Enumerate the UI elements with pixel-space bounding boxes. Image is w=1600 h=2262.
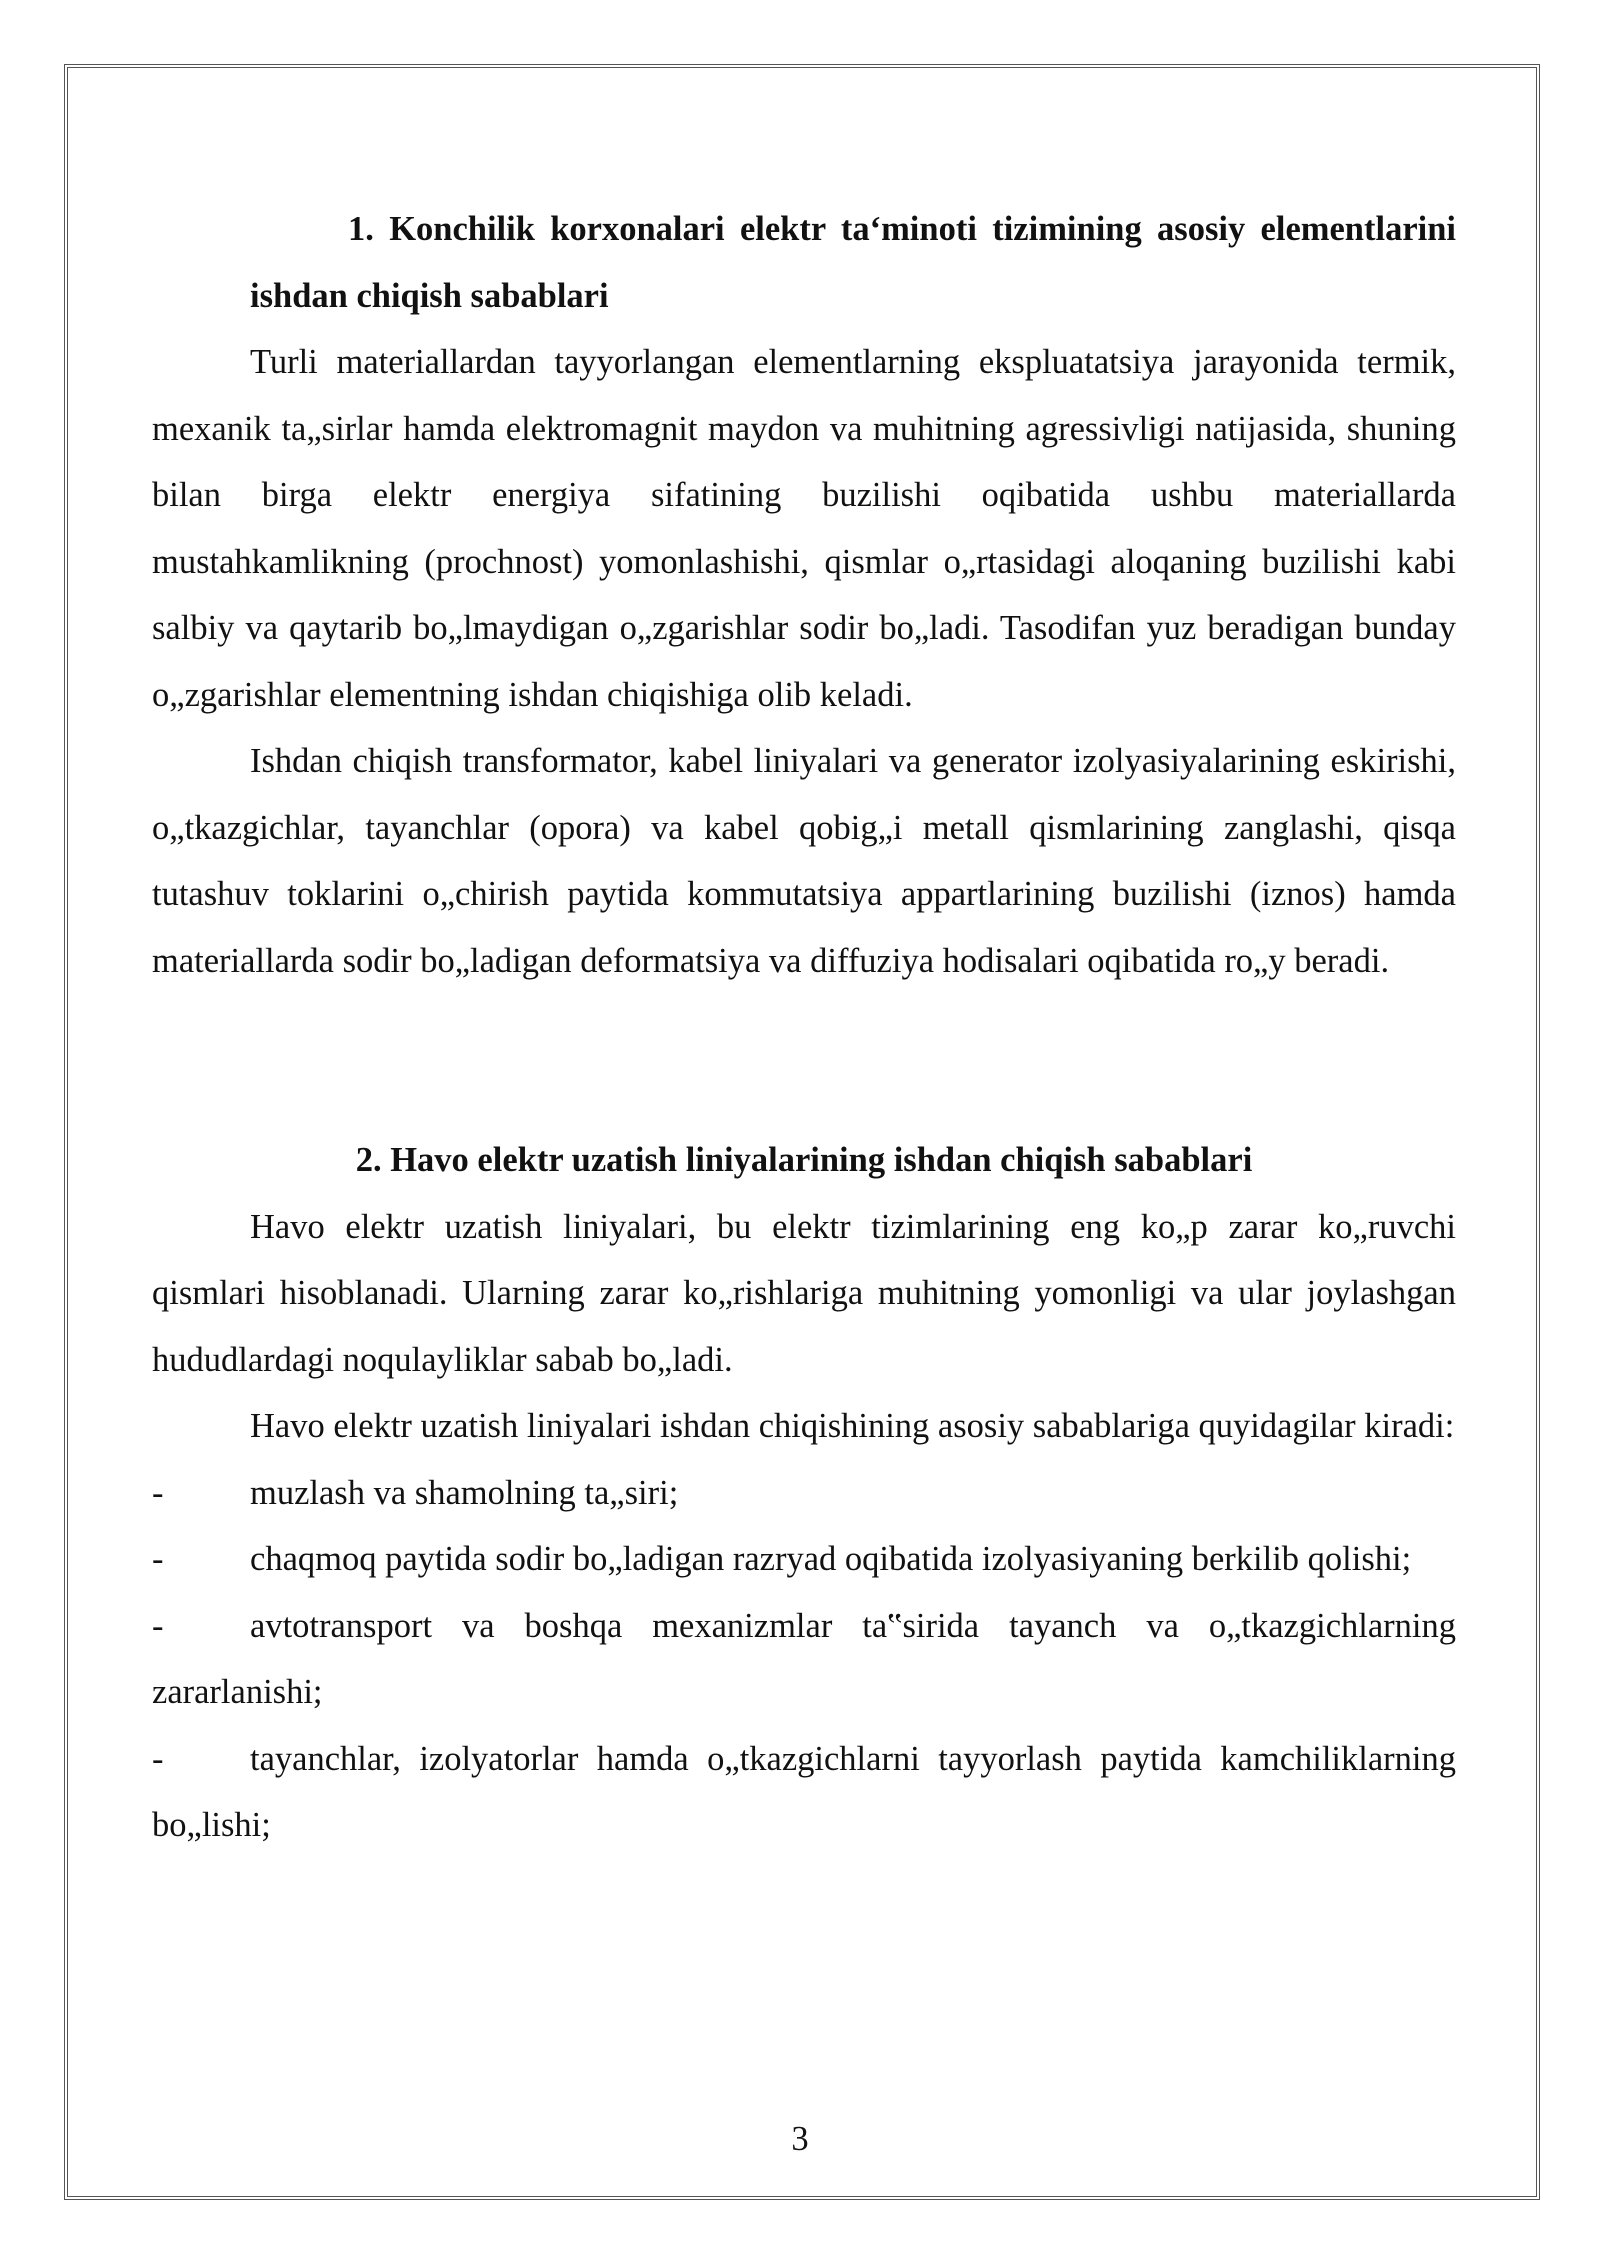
list-item [152,1460,1456,1527]
section-1-heading: 1. Konchilik korxonalari elektr ta‘minoti tizimining asosiy elementlarini ishdan chiqish sabablari [250,210,1456,315]
section-1-paragraph-2: Ishdan chiqish transformator, kabel liniyalari va generator izolyasiyalarining eskirishi, o„tkazgichlar, tayanchlar (opora) va kabel qobig„i metall qismlarining zanglashi, qisqa tutashuv toklarini o„chirish paytida kommutatsiya appartlarining buzilishi (iznos) hamda materiallarda sodir bo„ladigan deformatsiya va diffuziya hodisalari oqibatida ro„y beradi. [152,742,1456,980]
page-number: 3 [791,2120,809,2158]
list-item-text: muzlash va shamolning ta„siri; [250,1473,679,1512]
causes-list [152,1460,1456,1859]
list-dash: - [152,1473,164,1512]
list-item-text: avtotransport va boshqa mexanizmlar ta‟sirida tayanch va o„tkazgichlarning zararlanishi; [152,1606,1456,1711]
list-dash: - [152,1606,164,1645]
document-body [152,196,1456,1859]
list-item-text: chaqmoq paytida sodir bo„ladigan razryad oqibatida izolyasiyaning berkilib qolishi; [250,1540,1412,1578]
list-dash: - [152,1540,164,1578]
list-dash: - [152,1739,164,1778]
list-item [152,1726,1456,1859]
section-1-paragraph-1: Turli materiallardan tayyorlangan elementlarning ekspluatatsiya jarayonida termik, mexanik ta„sirlar hamda elektromagnit maydon va muhitning agressivligi natijasida, shuning bilan birga elektr energiya sifatining buzilishi oqibatida ushbu materiallarda mustahkamlikning (prochnost) yomonlashishi, qismlar o„rtasidagi aloqaning buzilishi kabi salbiy va qaytarib bo„lmaydigan o„zgarishlar sodir bo„ladi. Tasodifan yuz beradigan bunday o„zgarishlar elementning ishdan chiqishiga olib keladi. [152,343,1456,714]
section-2-paragraph-2: Havo elektr uzatish liniyalari ishdan chiqishining asosiy sabablariga quyidagilar kiradi: [250,1407,1455,1445]
list-item [152,1526,1456,1593]
section-2-paragraph-1: Havo elektr uzatish liniyalari, bu elektr tizimlarining eng ko„p zarar ko„ruvchi qismlari hisoblanadi. Ularning zarar ko„rishlariga muhitning yomonligi va ular joylashgan hududlardagi noqulayliklar sabab bo„ladi. [152,1207,1456,1379]
list-item-text: tayanchlar, izolyatorlar hamda o„tkazgichlarni tayyorlash paytida kamchiliklarning bo„lishi; [152,1739,1456,1844]
section-2-heading: 2. Havo elektr uzatish liniyalarining ishdan chiqish sabablari [355,1141,1253,1179]
list-item [152,1593,1456,1726]
